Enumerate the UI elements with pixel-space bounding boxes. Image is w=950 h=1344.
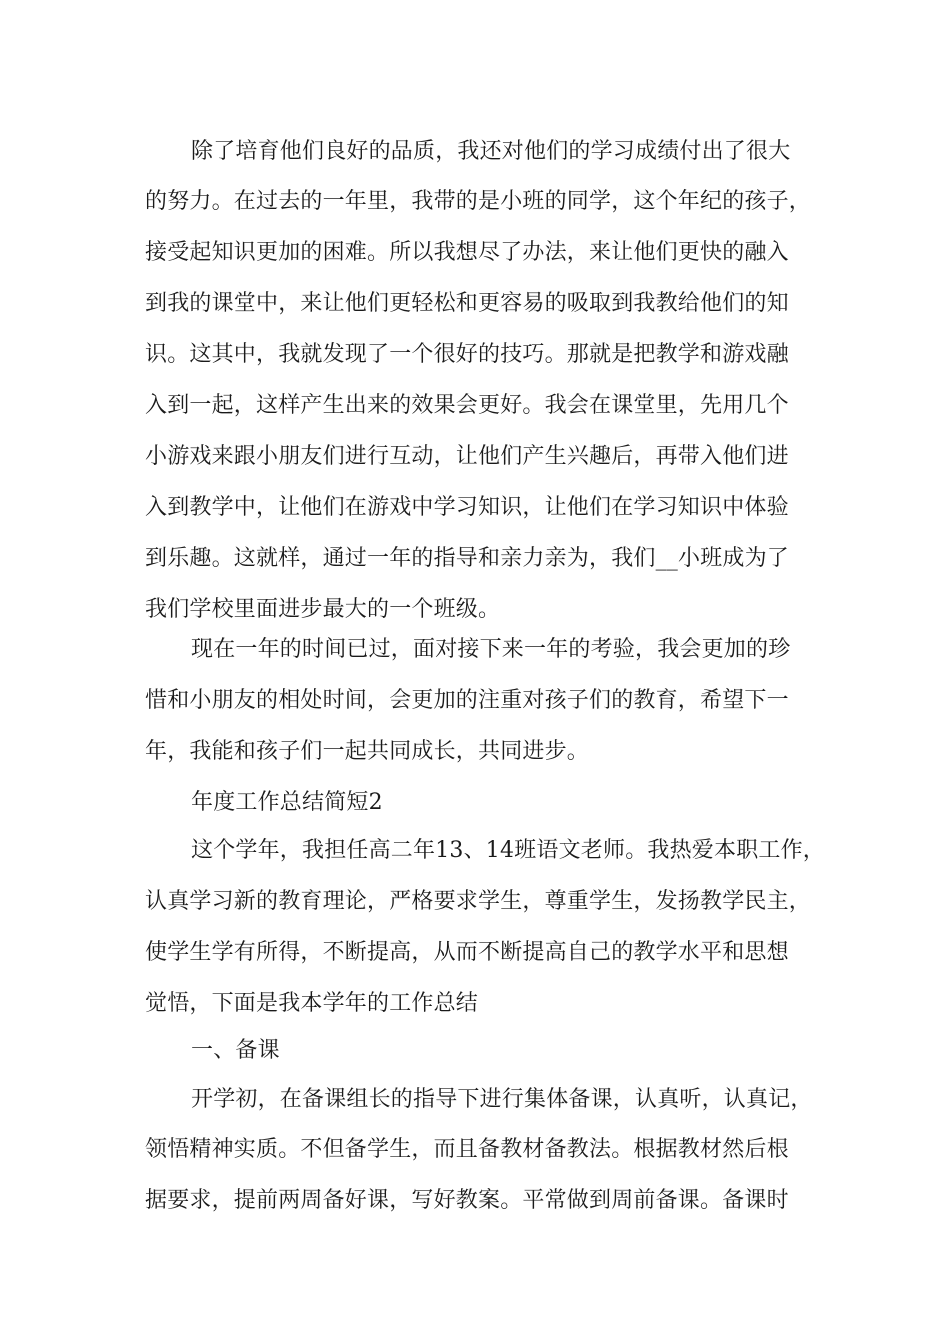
paragraph-3-line-4: 觉悟，下面是我本学年的工作总结	[145, 991, 479, 1016]
paragraph-1-line-1: 除了培育他们良好的品质，我还对他们的学习成绩付出了很大	[191, 139, 791, 164]
paragraph-4-line-1: 开学初，在备课组长的指导下进行集体备课，认真听，认真记，	[191, 1087, 813, 1112]
paragraph-2-line-3: 年，我能和孩子们一起共同成长，共同进步。	[145, 739, 590, 764]
paragraph-1-line-4: 到我的课堂中，来让他们更轻松和更容易的吸取到我教给他们的知	[145, 291, 789, 316]
paragraph-3-line-3: 使学生学有所得，不断提高，从而不断提高自己的教学水平和思想	[145, 940, 789, 965]
paragraph-1-line-2: 的努力。在过去的一年里，我带的是小班的同学，这个年纪的孩子，	[145, 189, 812, 214]
paragraph-1-line-9: 到乐趣。这就样，通过一年的指导和亲力亲为，我们__小班成为了	[145, 546, 790, 571]
paragraph-1-line-8: 入到教学中，让他们在游戏中学习知识，让他们在学习知识中体验	[145, 495, 789, 520]
paragraph-1-line-6: 入到一起，这样产生出来的效果会更好。我会在课堂里，先用几个	[145, 393, 789, 418]
paragraph-2-line-1: 现在一年的时间已过，面对接下来一年的考验，我会更加的珍	[191, 637, 791, 662]
paragraph-1-line-7: 小游戏来跟小朋友们进行互动，让他们产生兴趣后，再带入他们进	[145, 444, 789, 469]
section-heading: 年度工作总结简短2	[191, 790, 383, 815]
paragraph-3-line-1: 这个学年，我担任高二年13、14班语文老师。我热爱本职工作，	[191, 838, 825, 863]
paragraph-2-line-2: 惜和小朋友的相处时间，会更加的注重对孩子们的教育，希望下一	[145, 688, 789, 713]
paragraph-4-line-3: 据要求，提前两周备好课，写好教案。平常做到周前备课。备课时	[145, 1188, 789, 1213]
paragraph-1-line-3: 接受起知识更加的困难。所以我想尽了办法，来让他们更快的融入	[145, 240, 789, 265]
paragraph-3-line-2: 认真学习新的教育理论，严格要求学生，尊重学生，发扬教学民主，	[145, 889, 812, 914]
paragraph-1-line-10: 我们学校里面进步最大的一个班级。	[145, 597, 501, 622]
subsection-heading: 一、备课	[191, 1038, 280, 1063]
paragraph-1-line-5: 识。这其中，我就发现了一个很好的技巧。那就是把教学和游戏融	[145, 342, 789, 367]
paragraph-4-line-2: 领悟精神实质。不但备学生，而且备教材备教法。根据教材然后根	[145, 1137, 789, 1162]
